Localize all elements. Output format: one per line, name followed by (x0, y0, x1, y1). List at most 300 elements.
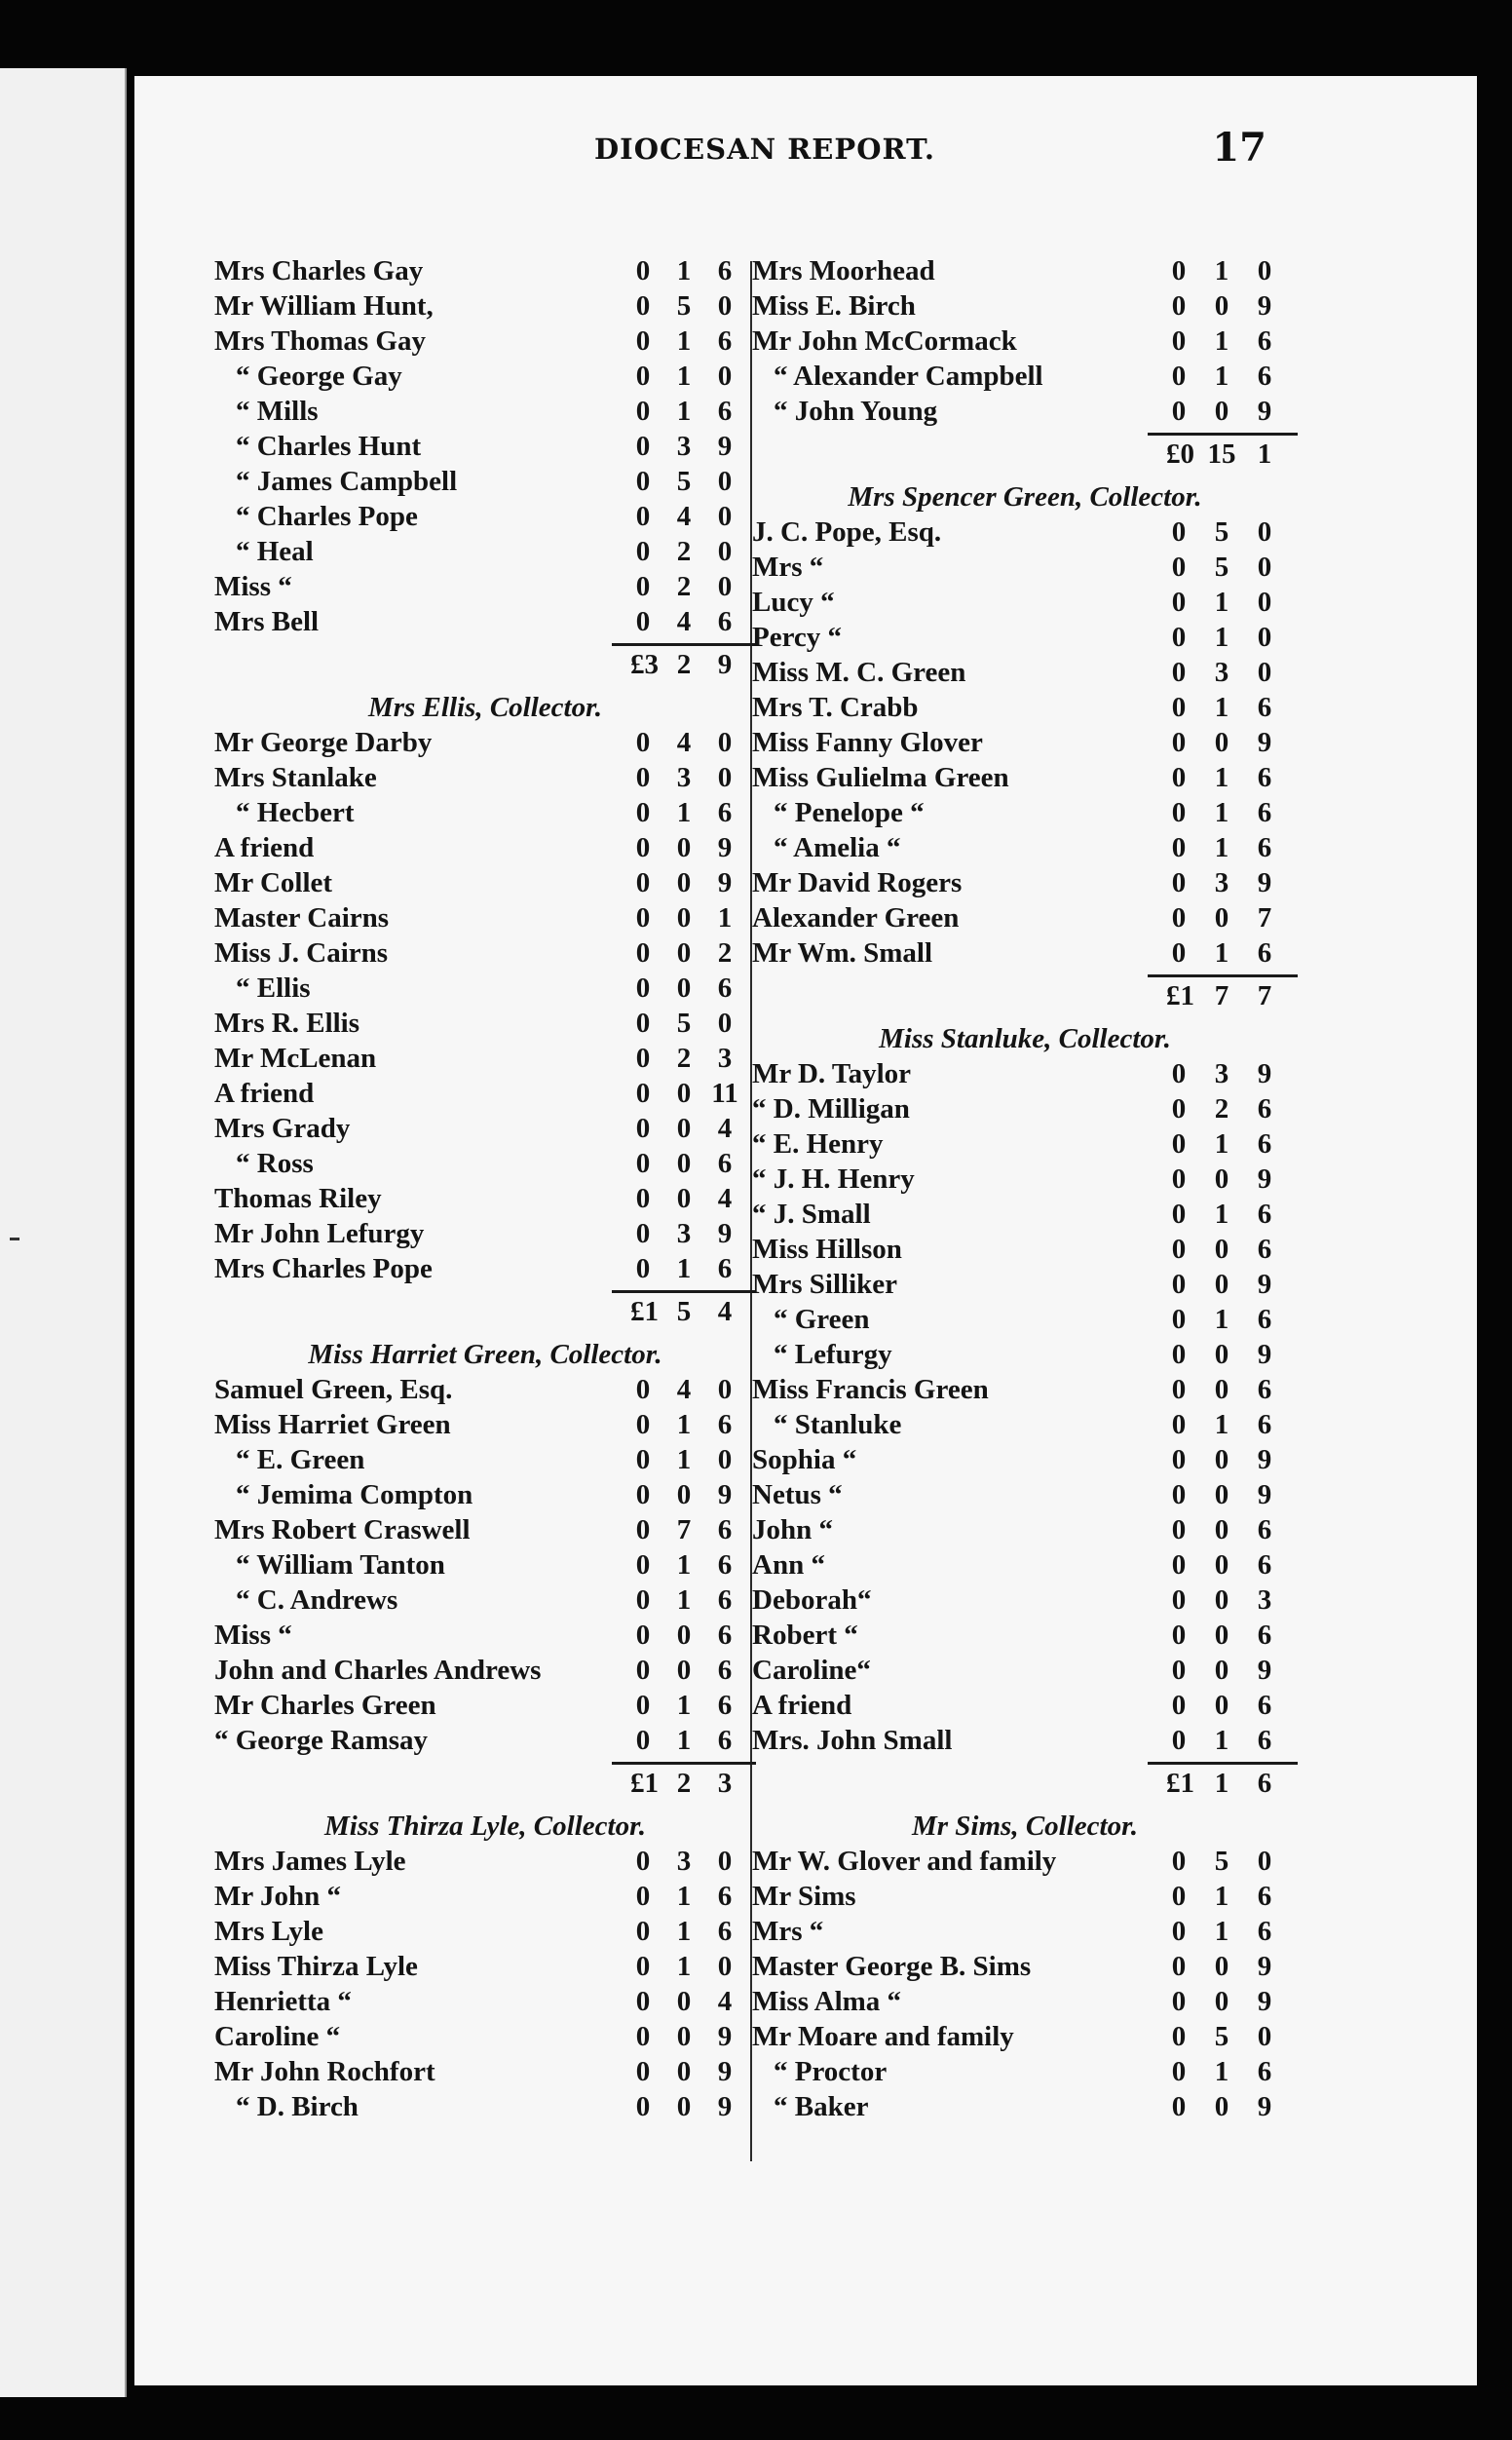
pence-amount: 6 (717, 1655, 733, 1686)
pence-amount: 0 (1257, 657, 1272, 688)
subscriber-name: Mrs Grady (214, 1113, 351, 1144)
pounds-amount: 0 (1171, 937, 1187, 969)
pence-amount: 6 (717, 797, 733, 828)
subscriber-row (752, 1302, 1298, 1337)
shillings-amount: 1 (1214, 587, 1229, 618)
shillings-amount: 1 (676, 797, 692, 828)
pounds-amount: 0 (635, 972, 651, 1004)
subscriber-name: “ Green (774, 1304, 870, 1335)
pence-amount: 9 (1257, 1444, 1272, 1475)
shillings-amount: 0 (1214, 1514, 1229, 1545)
subscriber-row (752, 1372, 1298, 1407)
subscriber-row (752, 1688, 1298, 1723)
subtotal-rule (612, 1762, 756, 1765)
subscriber-row (214, 569, 756, 604)
pence-amount: 6 (717, 1881, 733, 1912)
page-header (458, 125, 1266, 183)
subscriber-name: “ Penelope “ (774, 797, 925, 828)
shillings-amount: 1 (676, 1725, 692, 1756)
subscriber-name: “ J. Small (752, 1199, 871, 1230)
subscriber-row (752, 2019, 1298, 2054)
page-number: 17 (1212, 125, 1266, 171)
shillings-amount: 1 (1214, 2056, 1229, 2087)
pounds-amount: 0 (635, 867, 651, 898)
pounds-amount: 0 (635, 1549, 651, 1581)
subscriber-row (752, 1547, 1298, 1582)
subscriber-row (214, 359, 756, 394)
subscriber-name: “ E. Henry (752, 1128, 884, 1160)
pence-amount: 0 (717, 762, 733, 793)
facing-page-edge (0, 68, 127, 2397)
shillings-amount: 1 (1214, 361, 1229, 392)
shillings-amount: 4 (676, 1374, 692, 1405)
pounds-amount: 0 (635, 2056, 651, 2087)
subscriber-row (214, 1688, 756, 1723)
pence-amount: 0 (717, 1444, 733, 1475)
pounds-amount: 0 (1171, 1846, 1187, 1877)
shillings-amount: 0 (676, 1479, 692, 1510)
pence-amount: 0 (717, 1951, 733, 1982)
shillings-amount: 0 (1214, 1620, 1229, 1651)
shillings-amount: 0 (676, 972, 692, 1004)
subscriber-row (752, 585, 1298, 620)
subscriber-row (214, 795, 756, 830)
pounds-amount: 0 (1171, 1199, 1187, 1230)
shillings-amount: 0 (1214, 1584, 1229, 1616)
subscriber-name: Miss Harriet Green (214, 1409, 451, 1440)
pounds-amount: 0 (635, 1253, 651, 1284)
pounds-amount: 0 (1171, 1986, 1187, 2017)
subscriber-name: J. C. Pope, Esq. (752, 516, 942, 548)
pounds-amount: 0 (635, 1846, 651, 1877)
shillings-amount: 1 (1214, 1409, 1229, 1440)
shillings-amount: 2 (676, 1043, 692, 1074)
subscriber-row (752, 795, 1298, 830)
subscriber-row (214, 2054, 756, 2089)
pounds-amount: 0 (1171, 1409, 1187, 1440)
pounds-amount: 0 (1171, 1269, 1187, 1300)
subscriber-row (752, 1337, 1298, 1372)
subscriber-name: Sophia “ (752, 1444, 857, 1475)
subtotal-shillings: 2 (676, 1768, 692, 1799)
pounds-amount: 0 (1171, 657, 1187, 688)
collector-heading: Miss Thirza Lyle, Collector. (323, 1811, 647, 1842)
subscriber-row (214, 725, 756, 760)
pounds-amount: 0 (1171, 1128, 1187, 1160)
subscriber-row (752, 1056, 1298, 1091)
pounds-amount: 0 (1171, 727, 1187, 758)
shillings-amount: 1 (1214, 255, 1229, 286)
shillings-amount: 0 (676, 1113, 692, 1144)
pence-amount: 0 (717, 571, 733, 602)
pounds-amount: 0 (1171, 797, 1187, 828)
shillings-amount: 3 (676, 1218, 692, 1249)
pence-amount: 6 (1257, 2056, 1272, 2087)
shillings-amount: 1 (676, 1409, 692, 1440)
subscriber-name: Deborah“ (752, 1584, 872, 1616)
pounds-amount: 0 (1171, 1514, 1187, 1545)
subscriber-row (214, 865, 756, 900)
pence-amount: 6 (717, 1409, 733, 1440)
pence-amount: 6 (717, 1148, 733, 1179)
subscriber-name: “ Charles Pope (236, 501, 418, 532)
subscriber-name: “ Jemima Compton (236, 1479, 473, 1510)
subscriber-row (752, 1984, 1298, 2019)
subtotal-pounds: £1 (1166, 1768, 1194, 1799)
subscriber-name: Miss Gulielma Green (752, 762, 1009, 793)
shillings-amount: 3 (1214, 1058, 1229, 1089)
pence-amount: 6 (717, 1584, 733, 1616)
section-gap (214, 1801, 756, 1809)
subscriber-name: Mr Sims (752, 1881, 856, 1912)
margin-mark (10, 1238, 19, 1240)
subtotal-row (214, 1758, 756, 1801)
shillings-amount: 0 (1214, 290, 1229, 322)
shillings-amount: 1 (1214, 797, 1229, 828)
pence-amount: 9 (717, 2091, 733, 2122)
collector-heading: Mrs Spencer Green, Collector. (848, 481, 1202, 513)
subscriber-row (752, 725, 1298, 760)
pounds-amount: 0 (1171, 867, 1187, 898)
pence-amount: 6 (717, 1916, 733, 1947)
subscriber-row (752, 900, 1298, 935)
pence-amount: 0 (1257, 516, 1272, 548)
subscriber-name: “ Hecbert (236, 797, 355, 828)
subscriber-name: Mrs Stanlake (214, 762, 377, 793)
pence-amount: 6 (1257, 1234, 1272, 1265)
subscriber-name: Mrs Bell (214, 606, 320, 637)
subscriber-row (752, 1197, 1298, 1232)
pounds-amount: 0 (635, 797, 651, 828)
subscriber-row (214, 1949, 756, 1984)
shillings-amount: 0 (1214, 902, 1229, 934)
shillings-amount: 1 (1214, 1881, 1229, 1912)
pence-amount: 3 (1257, 1584, 1272, 1616)
subscriber-row (214, 253, 756, 288)
subscriber-name: Mrs Thomas Gay (214, 325, 426, 357)
shillings-amount: 1 (676, 361, 692, 392)
pence-amount: 9 (1257, 1479, 1272, 1510)
subtotal-shillings: 5 (676, 1296, 692, 1327)
shillings-amount: 3 (676, 431, 692, 462)
shillings-amount: 1 (1214, 832, 1229, 863)
subscriber-name: Mrs. John Small (752, 1725, 953, 1756)
subtotal-shillings: 2 (676, 649, 692, 680)
subscriber-row (752, 1914, 1298, 1949)
shillings-amount: 1 (676, 1584, 692, 1616)
subscriber-name: Mr John Lefurgy (214, 1218, 425, 1249)
shillings-amount: 0 (1214, 396, 1229, 427)
shillings-amount: 5 (1214, 1846, 1229, 1877)
shillings-amount: 1 (676, 1916, 692, 1947)
subscriber-name: Netus “ (752, 1479, 843, 1510)
pence-amount: 0 (717, 501, 733, 532)
pence-amount: 6 (1257, 1304, 1272, 1335)
subscriber-name: Mr William Hunt, (214, 290, 434, 322)
shillings-amount: 1 (1214, 1199, 1229, 1230)
subscriber-row (214, 2089, 756, 2124)
pounds-amount: 0 (1171, 1951, 1187, 1982)
subscriber-row (752, 1407, 1298, 1442)
pounds-amount: 0 (1171, 1584, 1187, 1616)
subscriber-row (752, 515, 1298, 550)
pence-amount: 0 (1257, 2021, 1272, 2052)
pounds-amount: 0 (1171, 1058, 1187, 1089)
shillings-amount: 0 (676, 867, 692, 898)
subscriber-name: Caroline “ (214, 2021, 341, 2052)
subscriber-name: “ Charles Hunt (236, 431, 422, 462)
pounds-amount: 0 (1171, 1374, 1187, 1405)
pence-amount: 0 (1257, 255, 1272, 286)
subscriber-name: “ Baker (774, 2091, 869, 2122)
pence-amount: 0 (717, 1008, 733, 1039)
subscriber-name: John and Charles Andrews (214, 1655, 542, 1686)
shillings-amount: 1 (676, 1881, 692, 1912)
shillings-amount: 1 (676, 1690, 692, 1721)
shillings-amount: 1 (1214, 622, 1229, 653)
pounds-amount: 0 (635, 1479, 651, 1510)
subscriber-row (214, 1041, 756, 1076)
subscriber-row (752, 2054, 1298, 2089)
pence-amount: 9 (717, 867, 733, 898)
subscriber-row (214, 499, 756, 534)
shillings-amount: 1 (676, 1444, 692, 1475)
pence-amount: 9 (1257, 1655, 1272, 1686)
pence-amount: 9 (1257, 1163, 1272, 1195)
pence-amount: 9 (1257, 2091, 1272, 2122)
shillings-amount: 5 (676, 1008, 692, 1039)
subtotal-rule (612, 1290, 756, 1293)
subscriber-row (214, 1407, 756, 1442)
pounds-amount: 0 (1171, 1725, 1187, 1756)
subtotal-rule (612, 643, 756, 646)
pounds-amount: 0 (1171, 1093, 1187, 1125)
pence-amount: 6 (717, 606, 733, 637)
subscriber-name: Percy “ (752, 622, 843, 653)
pounds-amount: 0 (635, 325, 651, 357)
subscriber-name: “ Heal (236, 536, 314, 567)
subscriber-name: “ George Gay (236, 361, 402, 392)
subtotal-rule (1148, 433, 1298, 436)
subscriber-row (214, 1477, 756, 1512)
subscriber-row (752, 830, 1298, 865)
shillings-amount: 1 (676, 396, 692, 427)
shillings-amount: 1 (1214, 1725, 1229, 1756)
subscriber-name: Thomas Riley (214, 1183, 382, 1214)
subscriber-row (752, 1512, 1298, 1547)
subscriber-row (752, 1844, 1298, 1879)
subscriber-row (214, 1181, 756, 1216)
pounds-amount: 0 (635, 1148, 651, 1179)
pounds-amount: 0 (1171, 1620, 1187, 1651)
section-gap (214, 682, 756, 690)
subtotal-row (752, 1758, 1298, 1801)
subscriber-row (752, 1618, 1298, 1653)
subscriber-row (214, 464, 756, 499)
subscriber-name: Mr David Rogers (752, 867, 963, 898)
shillings-amount: 0 (676, 2056, 692, 2087)
collector-heading: Miss Harriet Green, Collector. (308, 1339, 662, 1370)
pounds-amount: 0 (635, 361, 651, 392)
subscriber-name: Mr W. Glover and family (752, 1846, 1057, 1877)
subscriber-name: Miss Thirza Lyle (214, 1951, 418, 1982)
shillings-amount: 1 (676, 255, 692, 286)
pounds-amount: 0 (635, 501, 651, 532)
subscriber-row (214, 1442, 756, 1477)
pence-amount: 6 (1257, 1690, 1272, 1721)
subscriber-name: Caroline“ (752, 1655, 871, 1686)
pence-amount: 6 (1257, 1881, 1272, 1912)
subscriber-row (752, 690, 1298, 725)
pence-amount: 9 (717, 1479, 733, 1510)
shillings-amount: 0 (676, 1620, 692, 1651)
subscriber-row (214, 1582, 756, 1618)
subscriber-row (752, 1232, 1298, 1267)
subscriber-name: Mr D. Taylor (752, 1058, 911, 1089)
shillings-amount: 5 (676, 290, 692, 322)
subtotal-rule (1148, 974, 1298, 977)
subscriber-name: Mrs “ (752, 552, 824, 583)
pence-amount: 9 (1257, 1986, 1272, 2017)
subscriber-row (214, 1618, 756, 1653)
pence-amount: 6 (1257, 1620, 1272, 1651)
shillings-amount: 2 (676, 571, 692, 602)
subscriber-row (214, 2019, 756, 2054)
shillings-amount: 1 (1214, 325, 1229, 357)
subscriber-row (214, 1723, 756, 1758)
collector-heading: Mrs Ellis, Collector. (367, 692, 603, 723)
pence-amount: 6 (1257, 1725, 1272, 1756)
subscriber-name: “ C. Andrews (236, 1584, 398, 1616)
subtotal-pence: 4 (717, 1296, 733, 1327)
pence-amount: 0 (717, 466, 733, 497)
pence-amount: 6 (717, 1514, 733, 1545)
subscriber-row (214, 1006, 756, 1041)
pence-amount: 0 (717, 536, 733, 567)
pounds-amount: 0 (635, 536, 651, 567)
subscriber-row (752, 1949, 1298, 1984)
shillings-amount: 1 (1214, 937, 1229, 969)
subscriber-row (752, 1162, 1298, 1197)
subscriber-name: Mrs Robert Craswell (214, 1514, 471, 1545)
shillings-amount: 0 (1214, 1269, 1229, 1300)
pounds-amount: 0 (1171, 832, 1187, 863)
pounds-amount: 0 (1171, 1479, 1187, 1510)
shillings-amount: 2 (676, 536, 692, 567)
subscriber-row (214, 394, 756, 429)
pence-amount: 0 (717, 1846, 733, 1877)
subtotal-pounds: £1 (1166, 980, 1194, 1011)
shillings-amount: 1 (1214, 762, 1229, 793)
subscriber-row (752, 1879, 1298, 1914)
pence-amount: 6 (1257, 937, 1272, 969)
subscriber-row (752, 1477, 1298, 1512)
shillings-amount: 0 (1214, 1479, 1229, 1510)
pence-amount: 0 (717, 727, 733, 758)
pounds-amount: 0 (1171, 290, 1187, 322)
subscriber-row (752, 935, 1298, 971)
subscriber-name: “ J. H. Henry (752, 1163, 915, 1195)
pence-amount: 6 (1257, 325, 1272, 357)
collector-heading: Miss Stanluke, Collector. (879, 1023, 1171, 1054)
subscriber-row (752, 760, 1298, 795)
pounds-amount: 0 (1171, 1444, 1187, 1475)
shillings-amount: 1 (676, 325, 692, 357)
pounds-amount: 0 (1171, 255, 1187, 286)
pence-amount: 9 (1257, 1058, 1272, 1089)
subtotal-shillings: 15 (1207, 438, 1236, 470)
pounds-amount: 0 (1171, 1304, 1187, 1335)
subscriber-name: Henrietta “ (214, 1986, 352, 2017)
subtotal-pence: 7 (1257, 980, 1272, 1011)
subscriber-name: “ Alexander Campbell (774, 361, 1043, 392)
running-title: DIOCESAN REPORT. (594, 133, 936, 166)
pounds-amount: 0 (1171, 1234, 1187, 1265)
shillings-amount: 1 (676, 1549, 692, 1581)
subtotal-pounds: £1 (630, 1768, 659, 1799)
subscriber-name: “ William Tanton (236, 1549, 445, 1581)
pounds-amount: 0 (635, 1514, 651, 1545)
pence-amount: 9 (1257, 1269, 1272, 1300)
subtotal-pounds: £3 (630, 649, 659, 680)
pounds-amount: 0 (635, 1725, 651, 1756)
subscriber-name: Mr Charles Green (214, 1690, 436, 1721)
pence-amount: 9 (1257, 1339, 1272, 1370)
right-column (752, 253, 1298, 2124)
pounds-amount: 0 (635, 1986, 651, 2017)
subscriber-row (752, 1091, 1298, 1126)
shillings-amount: 0 (676, 1986, 692, 2017)
subtotal-pounds: £0 (1166, 438, 1194, 470)
pence-amount: 6 (1257, 1549, 1272, 1581)
pounds-amount: 0 (635, 902, 651, 934)
pounds-amount: 0 (1171, 325, 1187, 357)
subscriber-row (752, 394, 1298, 429)
shillings-amount: 0 (1214, 1234, 1229, 1265)
pence-amount: 6 (1257, 1409, 1272, 1440)
section-gap (752, 1801, 1298, 1809)
pence-amount: 3 (717, 1043, 733, 1074)
subscriber-row (752, 253, 1298, 288)
shillings-amount: 0 (676, 2021, 692, 2052)
pounds-amount: 0 (635, 727, 651, 758)
pence-amount: 9 (1257, 396, 1272, 427)
subscriber-name: A friend (214, 1078, 315, 1109)
shillings-amount: 7 (676, 1514, 692, 1545)
shillings-amount: 0 (1214, 1444, 1229, 1475)
subscriber-row (752, 1723, 1298, 1758)
pence-amount: 6 (1257, 1374, 1272, 1405)
pence-amount: 6 (1257, 692, 1272, 723)
subscriber-name: “ John Young (774, 396, 938, 427)
subtotal-shillings: 7 (1214, 980, 1229, 1011)
subscriber-name: Miss J. Cairns (214, 937, 389, 969)
shillings-amount: 0 (1214, 1163, 1229, 1195)
pounds-amount: 0 (635, 1078, 651, 1109)
subscriber-name: Mr Collet (214, 867, 333, 898)
pence-amount: 6 (1257, 797, 1272, 828)
subscriber-name: “ Amelia “ (774, 832, 901, 863)
subscriber-row (214, 830, 756, 865)
subscriber-name: Mrs James Lyle (214, 1846, 406, 1877)
shillings-amount: 0 (1214, 1339, 1229, 1370)
subscriber-name: Ann “ (752, 1549, 825, 1581)
subtotal-row (752, 971, 1298, 1013)
subscriber-name: Lucy “ (752, 587, 835, 618)
subscriber-name: Mr John “ (214, 1881, 341, 1912)
shillings-amount: 3 (676, 1846, 692, 1877)
shillings-amount: 0 (676, 1655, 692, 1686)
